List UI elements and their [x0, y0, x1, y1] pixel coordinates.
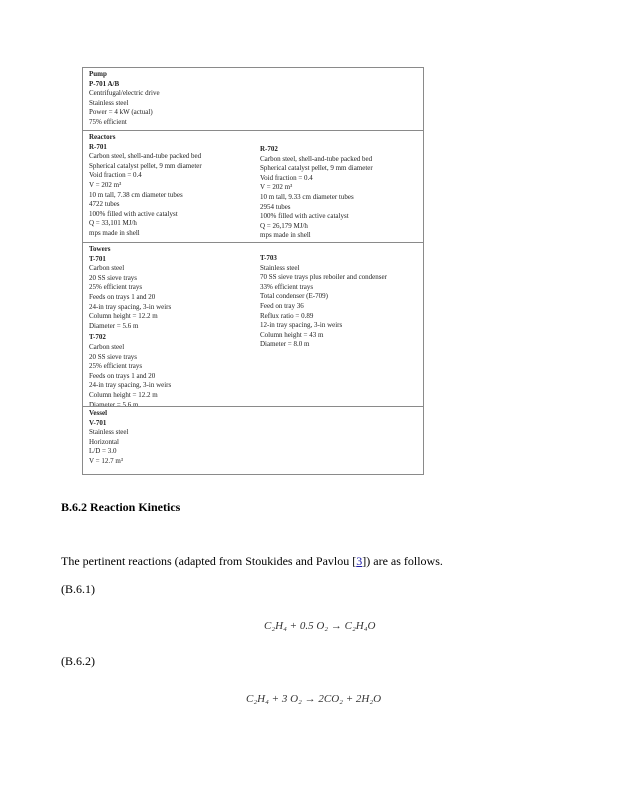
- equipment-id: R-702: [260, 145, 278, 153]
- spec-line: Spherical catalyst pellet, 9 mm diameter: [260, 164, 373, 173]
- spec-line: 24-in tray spacing, 3-in weirs: [89, 302, 172, 311]
- spec-line: 12-in tray spacing, 3-in weirs: [260, 321, 343, 330]
- towers-left-column: [89, 245, 254, 410]
- spec-line: Horizontal: [89, 437, 119, 446]
- spec-line: Feeds on trays 1 and 20: [89, 292, 156, 301]
- pump-column: [89, 70, 254, 128]
- spec-line: Diameter = 5.6 m: [89, 321, 139, 330]
- spec-line: Void fraction = 0.4: [260, 173, 313, 182]
- reference-link[interactable]: 3: [356, 554, 363, 568]
- spec-line: Power = 4 kW (actual): [89, 108, 153, 117]
- spec-line: Feed on tray 36: [260, 301, 304, 310]
- equipment-id: T-702: [89, 333, 106, 342]
- spec-line: 10 m tall, 9.33 cm diameter tubes: [260, 192, 354, 201]
- spec-line: Diameter = 5.6 m: [89, 400, 139, 409]
- equation-1: C₂H₄ + 0.5 O₂ → C₂H₄O: [264, 620, 376, 632]
- equipment-id: T-703: [260, 254, 277, 262]
- spec-line: Q = 26,179 MJ/h: [260, 221, 308, 230]
- spec-line: Diameter = 8.0 m: [260, 340, 310, 349]
- spec-line: Column height = 43 m: [260, 330, 324, 339]
- spec-line: L/D = 3.0: [89, 447, 117, 456]
- equipment-table: [82, 67, 424, 475]
- spec-line: Column height = 12.2 m: [89, 390, 158, 399]
- section-header: Vessel: [89, 409, 108, 417]
- vessel-column: [89, 409, 254, 467]
- reactors-left-column: [89, 133, 254, 239]
- equation-2: C₂H₄ + 3 O₂ → 2CO₂ + 2H₂O: [246, 693, 382, 705]
- spec-line: mps made in shell: [89, 228, 140, 237]
- spec-line: Void fraction = 0.4: [89, 171, 142, 180]
- section-header: Reactors: [89, 133, 116, 141]
- spec-line: Stainless steel: [260, 263, 300, 272]
- spec-line: 25% efficient trays: [89, 362, 143, 371]
- intro-paragraph: [61, 554, 443, 569]
- spec-line: mps made in shell: [260, 231, 311, 240]
- spec-line: Carbon steel, shell-and-tube packed bed: [260, 154, 373, 163]
- spec-line: 24-in tray spacing, 3-in weirs: [89, 381, 172, 390]
- spec-line: Stainless steel: [89, 428, 129, 437]
- spec-line: 10 m tall, 7.38 cm diameter tubes: [89, 190, 183, 199]
- equation-1-label: (B.6.1): [61, 582, 95, 596]
- spec-line: 2954 tubes: [260, 202, 291, 211]
- spec-line: 20 SS sieve trays: [89, 273, 138, 282]
- equipment-id: V-701: [89, 418, 107, 427]
- spec-line: 20 SS sieve trays: [89, 352, 138, 361]
- spec-line: Carbon steel: [89, 264, 125, 273]
- equipment-id: R-701: [89, 142, 107, 151]
- reactors-right-column: [260, 145, 420, 241]
- intro-text-after: ]) are as follows.: [362, 554, 443, 568]
- pump-section: [83, 68, 423, 130]
- spec-line: Q = 33,101 MJ/h: [89, 219, 137, 228]
- section-heading: B.6.2 Reaction Kinetics: [61, 500, 181, 514]
- towers-right-column: [260, 254, 420, 350]
- spec-line: 25% efficient trays: [89, 283, 143, 292]
- spec-line: Feeds on trays 1 and 20: [89, 371, 156, 380]
- spec-line: Spherical catalyst pellet, 9 mm diameter: [89, 161, 202, 170]
- spec-line: Carbon steel: [89, 342, 125, 351]
- spec-line: V = 202 m³: [260, 183, 293, 192]
- spec-line: V = 12.7 m³: [89, 456, 123, 465]
- section-header: Pump: [89, 70, 107, 78]
- spec-line: 75% efficient: [89, 117, 127, 126]
- spec-line: Reflux ratio = 0.89: [260, 311, 314, 320]
- spec-line: Centrifugal/electric drive: [89, 89, 160, 98]
- vessel-section: [83, 406, 423, 475]
- spec-line: Carbon steel, shell-and-tube packed bed: [89, 152, 202, 161]
- section-header: Towers: [89, 245, 111, 253]
- spec-line: 100% filled with active catalyst: [89, 209, 178, 218]
- intro-text-before: The pertinent reactions (adapted from Stoukides and Pavlou [: [61, 554, 357, 568]
- equation-2-label: (B.6.2): [61, 654, 95, 668]
- spec-line: Column height = 12.2 m: [89, 312, 158, 321]
- reactors-section: [83, 130, 423, 243]
- spec-line: Total condenser (E-709): [260, 292, 328, 301]
- spec-line: 4722 tubes: [89, 200, 120, 209]
- spec-line: 70 SS sieve trays plus reboiler and condenser: [260, 273, 387, 282]
- equipment-id: P-701 A/B: [89, 79, 120, 88]
- spec-line: 100% filled with active catalyst: [260, 212, 349, 221]
- towers-section: [83, 242, 423, 407]
- spec-line: V = 202 m³: [89, 180, 122, 189]
- spec-line: Stainless steel: [89, 98, 129, 107]
- equipment-id: T-701: [89, 254, 106, 263]
- spec-line: 33% efficient trays: [260, 282, 314, 291]
